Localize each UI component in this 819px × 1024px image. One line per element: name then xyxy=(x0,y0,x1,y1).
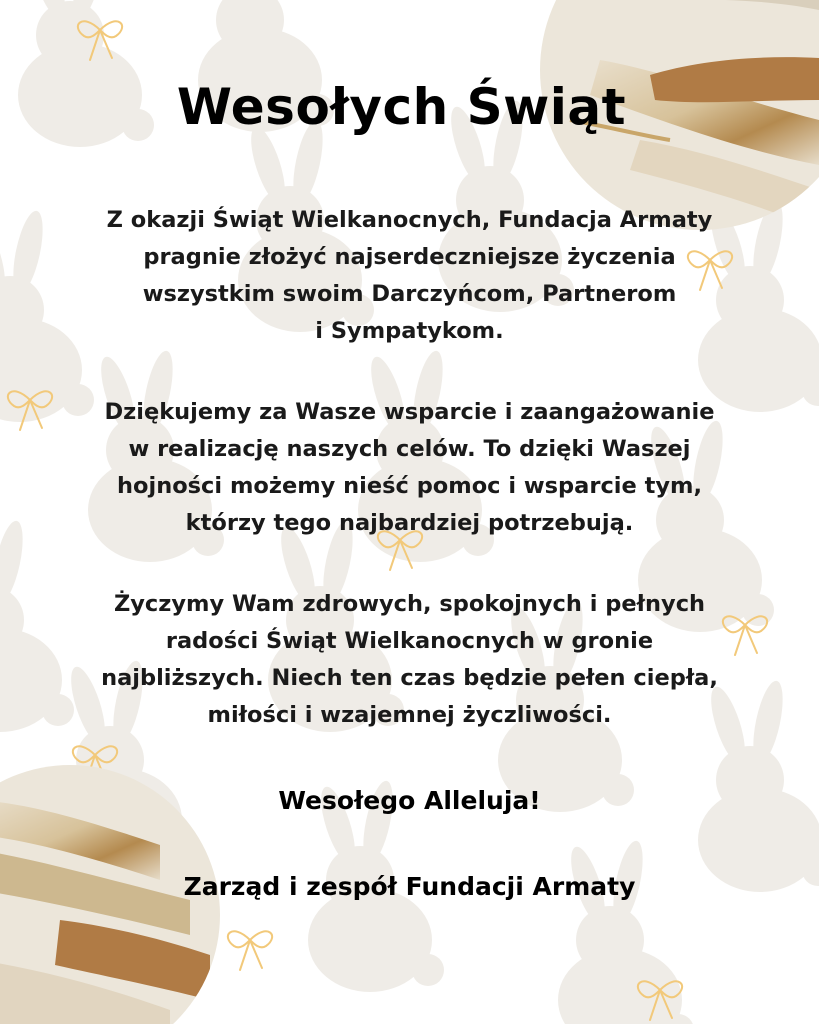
paragraph-line: Życzymy Wam zdrowych, spokojnych i pełnych xyxy=(113,591,706,617)
paragraph-line: miłości i wzajemnej życzliwości. xyxy=(207,702,612,728)
paragraph-line: najbliższych. Niech ten czas będzie pełen ciepła, xyxy=(101,665,718,691)
page-title: Wesołych Świąt xyxy=(176,78,627,136)
paragraph-line: Z okazji Świąt Wielkanocnych, Fundacja Armaty xyxy=(106,207,713,233)
paragraph-line: pragnie złożyć najserdeczniejsze życzenia xyxy=(143,244,676,270)
greeting: Wesołego Alleluja! xyxy=(278,786,541,815)
paragraph-line: którzy tego najbardziej potrzebują. xyxy=(185,510,634,536)
intro-paragraph xyxy=(60,202,759,350)
paragraph-line: w realizację naszych celów. To dzięki Waszej xyxy=(128,436,691,462)
paragraph-line: i Sympatykom. xyxy=(315,318,504,344)
paragraph-line: Dziękujemy za Wasze wsparcie i zaangażowanie xyxy=(104,399,715,425)
wishes-paragraph xyxy=(60,586,759,734)
thanks-paragraph xyxy=(60,394,759,542)
paragraph-line: hojności możemy nieść pomoc i wsparcie tym, xyxy=(117,473,702,499)
paragraph-line: wszystkim swoim Darczyńcom, Partnerom xyxy=(142,281,677,307)
paragraph-line: radości Świąt Wielkanocnych w gronie xyxy=(165,628,654,654)
signature: Zarząd i zespół Fundacji Armaty xyxy=(183,872,636,901)
